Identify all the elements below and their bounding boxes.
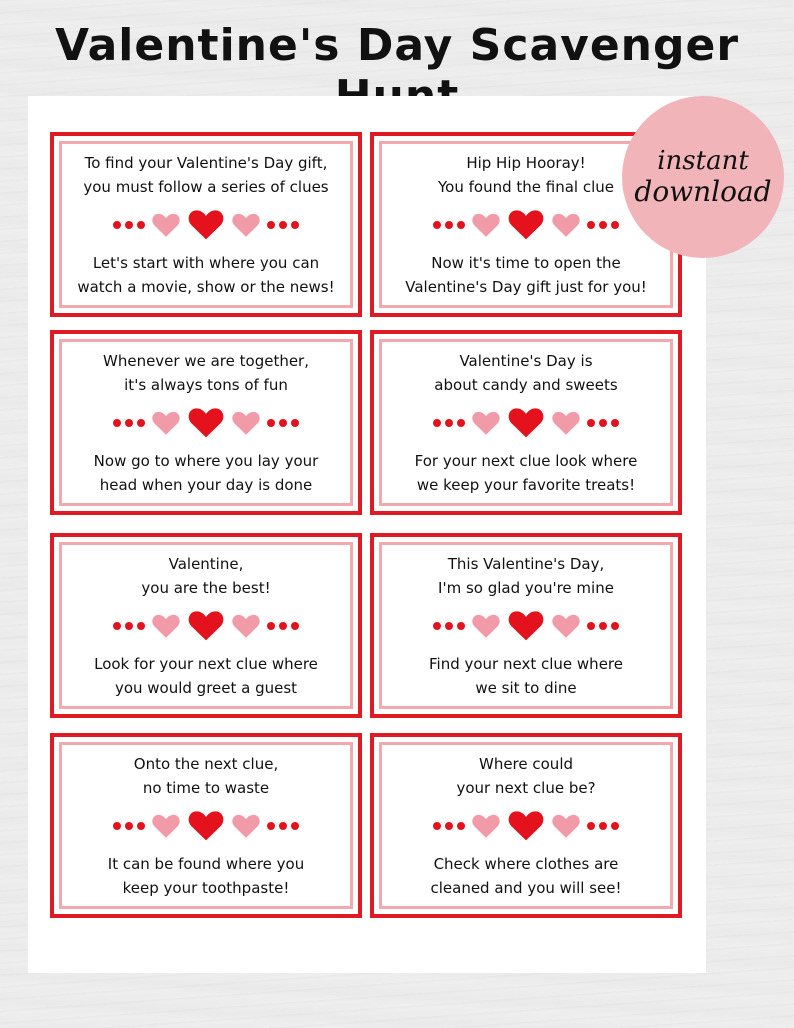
heart-divider — [107, 610, 305, 642]
red-dot-icon — [279, 419, 287, 427]
clue-bottom-text — [94, 449, 319, 497]
pink-heart-icon — [551, 613, 581, 639]
pink-heart-icon — [471, 813, 501, 839]
clue-bottom-text — [405, 251, 647, 299]
dots-right — [587, 822, 619, 830]
red-dot-icon — [137, 221, 145, 229]
red-dot-icon — [445, 419, 453, 427]
clue-card-7 — [50, 733, 362, 918]
page-title: Valentine's Day Scavenger — [54, 20, 740, 71]
clue-top-text — [438, 552, 614, 600]
red-dot-icon — [599, 622, 607, 630]
clue-line: For your next clue look where — [414, 451, 638, 470]
clue-line: Now it's time to open the — [431, 253, 621, 272]
red-dot-icon — [611, 822, 619, 830]
clue-bottom-text — [429, 652, 623, 700]
clue-line: Now go to where you lay your — [93, 451, 319, 470]
pink-heart-icon — [471, 410, 501, 436]
clue-top-text — [438, 151, 614, 199]
red-dot-icon — [267, 622, 275, 630]
red-dot-icon — [457, 419, 465, 427]
badge-line-2: download — [634, 175, 772, 208]
clue-line: Whenever we are together, — [103, 351, 309, 370]
clue-line: you must follow a series of clues — [83, 177, 329, 196]
red-dot-icon — [611, 221, 619, 229]
badge-line-1: instant — [657, 146, 749, 176]
dots-right — [267, 221, 299, 229]
red-heart-icon — [187, 609, 225, 642]
instant-download-badge — [622, 96, 784, 258]
clue-line: you would greet a guest — [114, 678, 298, 697]
red-heart-icon — [507, 809, 545, 842]
clue-line: Check where clothes are — [433, 854, 619, 873]
red-dot-icon — [611, 419, 619, 427]
red-dot-icon — [125, 221, 133, 229]
red-heart-icon — [187, 208, 225, 241]
clue-line: It can be found where you — [107, 854, 305, 873]
pink-heart-icon — [151, 613, 181, 639]
clue-bottom-text — [415, 449, 638, 497]
red-dot-icon — [433, 622, 441, 630]
pink-heart-icon — [151, 410, 181, 436]
red-dot-icon — [611, 622, 619, 630]
clue-line: no time to waste — [142, 778, 270, 797]
clue-line: Let's start with where you can — [92, 253, 320, 272]
printable-sheet — [28, 96, 706, 973]
red-dot-icon — [279, 221, 287, 229]
clue-card-inner — [379, 542, 673, 709]
clue-card-3 — [50, 330, 362, 515]
red-dot-icon — [291, 822, 299, 830]
red-dot-icon — [433, 822, 441, 830]
dots-left — [113, 221, 145, 229]
clue-line: Valentine's Day is — [459, 351, 593, 370]
clue-line: Where could — [478, 754, 574, 773]
clue-line: You found the final clue — [437, 177, 614, 196]
clue-line: we keep your favorite treats! — [416, 475, 636, 494]
clue-top-text — [83, 151, 328, 199]
dots-left — [113, 622, 145, 630]
clue-line: it's always tons of fun — [124, 375, 288, 394]
red-dot-icon — [599, 419, 607, 427]
clue-line: about candy and sweets — [434, 375, 618, 394]
clue-top-text — [434, 349, 617, 397]
red-dot-icon — [291, 419, 299, 427]
red-dot-icon — [113, 419, 121, 427]
pink-heart-icon — [471, 613, 501, 639]
dots-right — [587, 221, 619, 229]
clue-line: Hip Hip Hooray! — [466, 153, 586, 172]
clue-card-inner — [59, 339, 353, 506]
red-dot-icon — [433, 419, 441, 427]
clue-card-inner — [379, 339, 673, 506]
clue-top-text — [134, 752, 278, 800]
pink-heart-icon — [551, 212, 581, 238]
clue-line: Valentine's Day gift just for you! — [405, 277, 647, 296]
clue-card-inner — [379, 742, 673, 909]
dots-right — [587, 419, 619, 427]
clue-card-6 — [370, 533, 682, 718]
red-heart-icon — [187, 406, 225, 439]
dots-right — [267, 822, 299, 830]
red-dot-icon — [587, 822, 595, 830]
clue-bottom-text — [430, 852, 621, 900]
clue-line: keep your toothpaste! — [122, 878, 290, 897]
red-dot-icon — [279, 822, 287, 830]
clue-top-text — [103, 349, 309, 397]
clue-line: your next clue be? — [456, 778, 596, 797]
clue-card-inner — [59, 542, 353, 709]
red-dot-icon — [445, 221, 453, 229]
red-dot-icon — [433, 221, 441, 229]
pink-heart-icon — [551, 410, 581, 436]
heart-divider — [107, 209, 305, 241]
red-heart-icon — [507, 609, 545, 642]
pink-heart-icon — [471, 212, 501, 238]
red-dot-icon — [137, 419, 145, 427]
red-dot-icon — [457, 622, 465, 630]
pink-heart-icon — [231, 613, 261, 639]
red-dot-icon — [457, 822, 465, 830]
red-dot-icon — [137, 822, 145, 830]
dots-left — [433, 419, 465, 427]
clue-card-5 — [50, 533, 362, 718]
red-dot-icon — [113, 822, 121, 830]
heart-divider — [427, 209, 625, 241]
pink-heart-icon — [231, 212, 261, 238]
red-heart-icon — [187, 809, 225, 842]
pink-heart-icon — [231, 410, 261, 436]
clue-line: cleaned and you will see! — [430, 878, 622, 897]
heart-divider — [107, 407, 305, 439]
clue-card-1 — [50, 132, 362, 317]
red-dot-icon — [445, 622, 453, 630]
clue-line: we sit to dine — [475, 678, 577, 697]
clue-line: Find your next clue where — [429, 654, 623, 673]
clue-line: Look for your next clue where — [94, 654, 318, 673]
red-heart-icon — [507, 406, 545, 439]
dots-left — [433, 221, 465, 229]
red-dot-icon — [291, 622, 299, 630]
red-dot-icon — [291, 221, 299, 229]
pink-heart-icon — [551, 813, 581, 839]
clue-card-4 — [370, 330, 682, 515]
red-dot-icon — [137, 622, 145, 630]
red-heart-icon — [507, 208, 545, 241]
heart-divider — [107, 810, 305, 842]
clue-card-inner — [59, 141, 353, 308]
clue-top-text — [141, 552, 270, 600]
dots-left — [433, 622, 465, 630]
clue-line: I'm so glad you're mine — [438, 578, 614, 597]
red-dot-icon — [445, 822, 453, 830]
red-dot-icon — [599, 221, 607, 229]
pink-heart-icon — [151, 212, 181, 238]
red-dot-icon — [279, 622, 287, 630]
dots-right — [267, 419, 299, 427]
red-dot-icon — [113, 622, 121, 630]
clue-bottom-text — [94, 652, 318, 700]
red-dot-icon — [587, 622, 595, 630]
dots-right — [267, 622, 299, 630]
red-dot-icon — [125, 419, 133, 427]
clue-bottom-text — [77, 251, 334, 299]
red-dot-icon — [267, 822, 275, 830]
heart-divider — [427, 407, 625, 439]
red-dot-icon — [267, 221, 275, 229]
clue-line: watch a movie, show or the news! — [77, 277, 335, 296]
dots-left — [113, 419, 145, 427]
clue-top-text — [456, 752, 595, 800]
red-dot-icon — [587, 419, 595, 427]
pink-heart-icon — [151, 813, 181, 839]
heart-divider — [427, 610, 625, 642]
clue-line: Onto the next clue, — [133, 754, 279, 773]
red-dot-icon — [267, 419, 275, 427]
dots-left — [113, 822, 145, 830]
red-dot-icon — [457, 221, 465, 229]
red-dot-icon — [599, 822, 607, 830]
heart-divider — [427, 810, 625, 842]
pink-heart-icon — [231, 813, 261, 839]
red-dot-icon — [113, 221, 121, 229]
clue-line: To find your Valentine's Day gift, — [84, 153, 328, 172]
dots-right — [587, 622, 619, 630]
clue-bottom-text — [108, 852, 304, 900]
red-dot-icon — [125, 822, 133, 830]
red-dot-icon — [125, 622, 133, 630]
clue-card-inner — [59, 742, 353, 909]
dots-left — [433, 822, 465, 830]
clue-line: you are the best! — [141, 578, 271, 597]
clue-card-8 — [370, 733, 682, 918]
red-dot-icon — [587, 221, 595, 229]
clue-line: head when your day is done — [99, 475, 313, 494]
clue-line: This Valentine's Day, — [447, 554, 605, 573]
clue-line: Valentine, — [168, 554, 244, 573]
